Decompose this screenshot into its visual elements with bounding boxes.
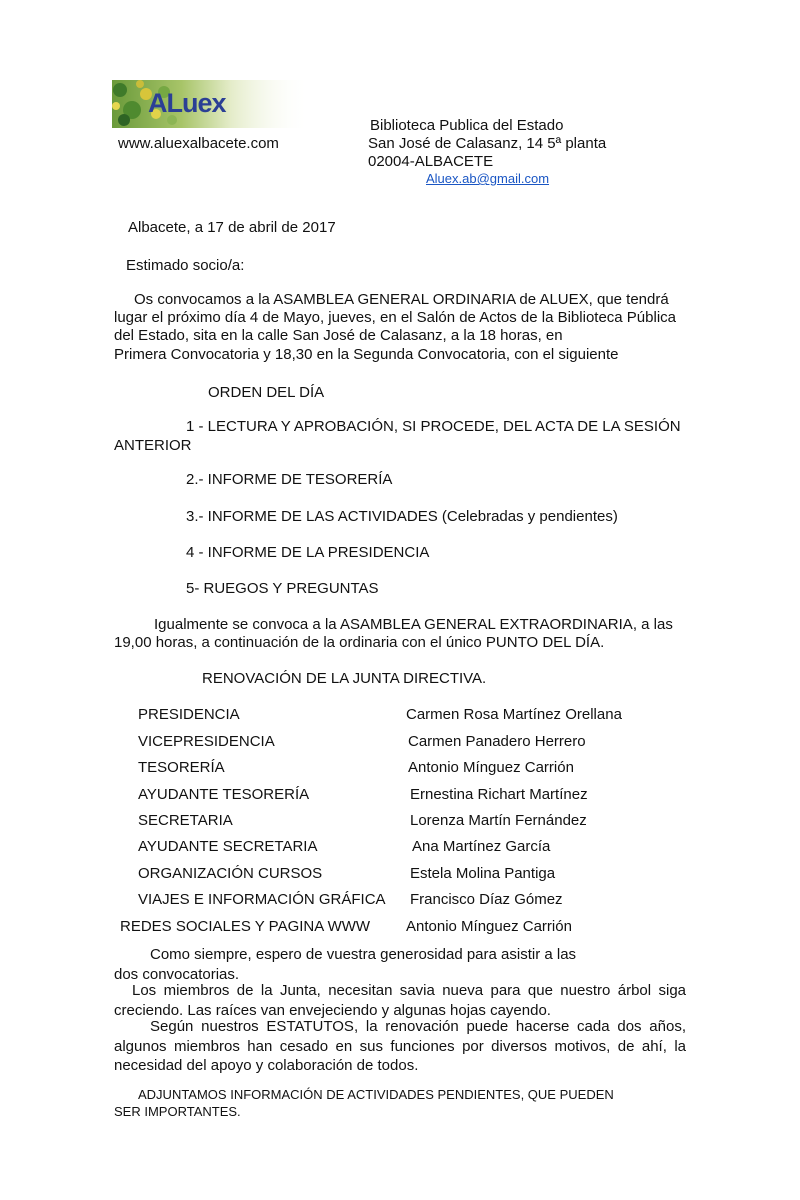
board-member: Ernestina Richart Martínez (410, 786, 588, 803)
intro-line-2: lugar el próximo día 4 de Mayo, jueves, en el Salón de Actos de la Biblioteca Pública (114, 309, 677, 326)
agenda-item: 4 - INFORME DE LA PRESIDENCIA (186, 544, 430, 561)
intro-line-3: del Estado, sita en la calle San José de Calasanz, a la 18 horas, en (114, 327, 563, 344)
board-member: Estela Molina Pantiga (410, 865, 556, 882)
closing-paragraph-2: Los miembros de la Junta, necesitan savia nueva para que nuestro árbol siga creciendo. Las raíces van envejeciendo y algunas hojas cayendo. (114, 982, 686, 1019)
intro-line-4: Primera Convocatoria y 18,30 en la Segunda Convocatoria, con el siguiente (114, 346, 619, 363)
board-role: TESORERÍA (138, 759, 225, 776)
address-line-2: San José de Calasanz, 14 5ª planta (368, 135, 607, 152)
letter-date: Albacete, a 17 de abril de 2017 (128, 219, 336, 236)
renewal-title: RENOVACIÓN DE LA JUNTA DIRECTIVA. (202, 670, 487, 687)
board-member: Antonio Mínguez Carrión (408, 759, 574, 776)
board-role: AYUDANTE SECRETARIA (138, 838, 318, 855)
closing-paragraph-1: Como siempre, espero de vuestra generosidad para asistir a las dos convocatorias. (114, 946, 577, 983)
website-link[interactable]: www.aluexalbacete.com (118, 135, 279, 152)
board-role: ORGANIZACIÓN CURSOS (138, 865, 323, 882)
logo-wordmark: ALuex (148, 88, 226, 118)
board-role: REDES SOCIALES Y PAGINA WWW (120, 918, 371, 935)
email-link[interactable]: Aluex.ab@gmail.com (426, 171, 550, 186)
agenda-item: 2.- INFORME DE TESORERÍA (186, 471, 393, 488)
address-line-1: Biblioteca Publica del Estado (370, 117, 564, 134)
address-line-3: 02004-ALBACETE (368, 153, 494, 170)
agenda-item-continuation: ANTERIOR (114, 437, 192, 454)
greeting: Estimado socio/a: (126, 257, 245, 274)
agenda-item: 5- RUEGOS Y PREGUNTAS (186, 580, 379, 597)
board-member: Ana Martínez García (412, 838, 551, 855)
closing-paragraph-3: Según nuestros ESTATUTOS, la renovación puede hacerse cada dos años, algunos miembros han cesado en sus funciones por diversos motivos, de ahí, la necesidad del apoyo y colaboración de todos. (114, 1018, 686, 1074)
board-role: VIAJES E INFORMACIÓN GRÁFICA (138, 891, 386, 908)
board-member: Lorenza Martín Fernández (410, 812, 587, 829)
board-role: PRESIDENCIA (138, 706, 240, 723)
board-role: AYUDANTE TESORERÍA (138, 786, 310, 803)
intro-line-1: Os convocamos a la ASAMBLEA GENERAL ORDINARIA de ALUEX, que tendrá (134, 291, 669, 308)
board-member: Carmen Panadero Herrero (408, 733, 586, 750)
agenda-item: 3.- INFORME DE LAS ACTIVIDADES (Celebradas y pendientes) (186, 508, 618, 525)
agenda-item: 1 - LECTURA Y APROBACIÓN, SI PROCEDE, DEL ACTA DE LA SESIÓN (186, 418, 681, 435)
board-role: VICEPRESIDENCIA (138, 733, 275, 750)
extra-line-2: 19,00 horas, a continuación de la ordinaria con el único PUNTO DEL DÍA. (114, 634, 605, 651)
board-member: Carmen Rosa Martínez Orellana (406, 706, 622, 723)
footer-note: ADJUNTAMOS INFORMACIÓN DE ACTIVIDADES PENDIENTES, QUE PUEDEN SER IMPORTANTES. (114, 1087, 614, 1119)
agenda-title: ORDEN DEL DÍA (208, 384, 325, 401)
extra-line-1: Igualmente se convoca a la ASAMBLEA GENERAL EXTRAORDINARIA, a las (154, 616, 673, 633)
board-member: Antonio Mínguez Carrión (406, 918, 572, 935)
board-member: Francisco Díaz Gómez (410, 891, 563, 908)
board-role: SECRETARIA (138, 812, 233, 829)
